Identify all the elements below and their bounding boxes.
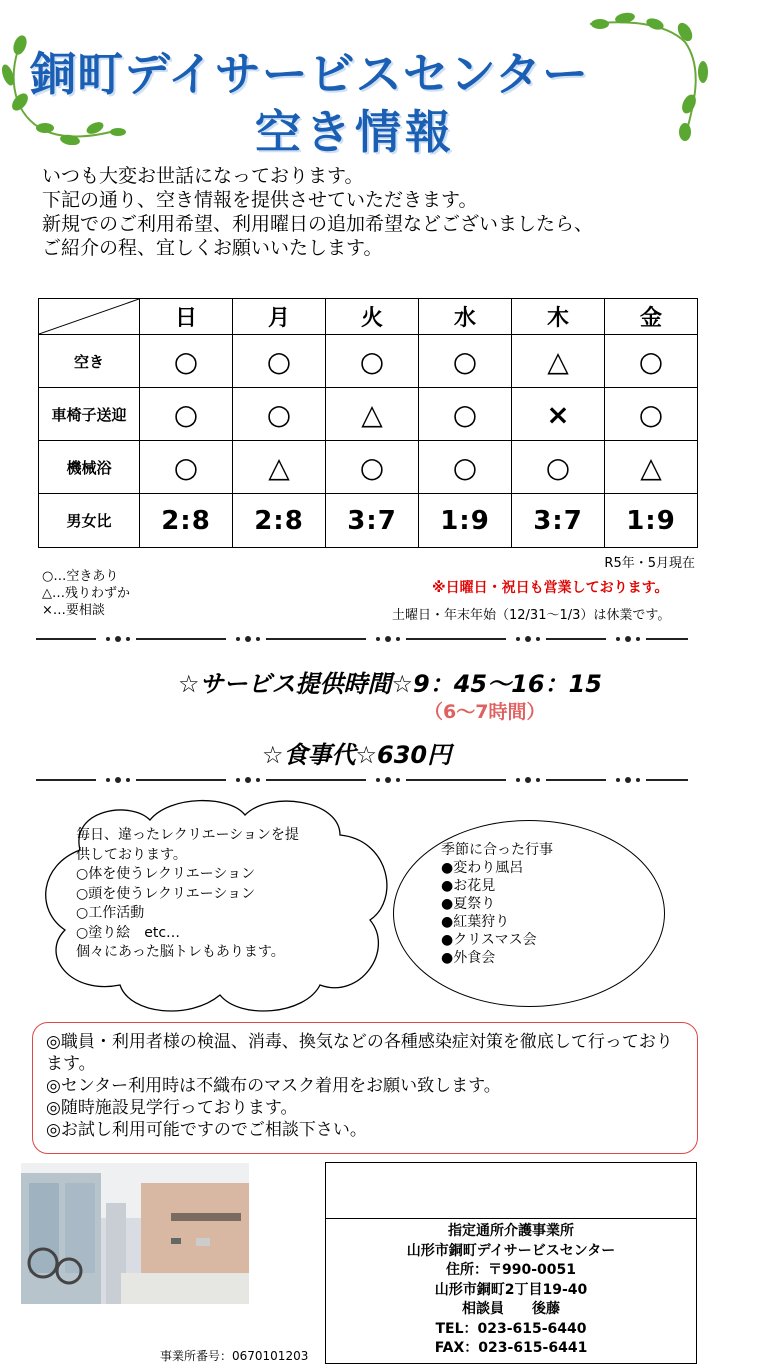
row-label: 男女比 bbox=[39, 494, 140, 548]
measure-line: ◎センター利用時は不織布のマスク着用をお願い致します。 bbox=[46, 1076, 501, 1096]
availability-cell: ○ bbox=[419, 441, 512, 494]
recreation-line: ○頭を使うレクリエーション bbox=[76, 885, 256, 902]
intro-line: 新規でのご利用希望、利用曜日の追加希望などございましたら、 bbox=[42, 213, 594, 235]
decorative-divider bbox=[36, 635, 688, 643]
contact-line: 山形市銅町デイサービスセンター bbox=[406, 1242, 616, 1259]
closed-days-notice: 土曜日・年末年始（12/31～1/3）は休業です。 bbox=[392, 608, 671, 623]
contact-line: 山形市銅町2丁目19-40 bbox=[434, 1281, 588, 1298]
intro-line: いつも大変お世話になっております。 bbox=[42, 165, 364, 187]
row-label: 車椅子送迎 bbox=[39, 388, 140, 441]
measure-line: ◎随時施設見学行っております。 bbox=[46, 1098, 298, 1118]
day-header: 日 bbox=[140, 299, 233, 335]
availability-cell: ○ bbox=[140, 441, 233, 494]
day-header: 火 bbox=[326, 299, 419, 335]
legend-item: ×…要相談 bbox=[42, 603, 105, 618]
event-item: ●夏祭り bbox=[441, 896, 496, 912]
availability-cell: ○ bbox=[326, 335, 419, 388]
event-item: ●クリスマス会 bbox=[441, 932, 537, 948]
recreation-line: ○塗り絵 etc… bbox=[76, 924, 181, 941]
as-of-date: R5年・5月現在 bbox=[604, 556, 695, 571]
corner-cell bbox=[39, 299, 140, 335]
table-row bbox=[39, 494, 698, 548]
event-item: ●お花見 bbox=[441, 878, 496, 894]
contact-line: FAX：023-615-6441 bbox=[434, 1340, 588, 1356]
availability-table bbox=[38, 298, 698, 548]
contact-box bbox=[325, 1162, 697, 1364]
contact-line: TEL：023-615-6440 bbox=[435, 1320, 587, 1337]
availability-cell: ○ bbox=[140, 335, 233, 388]
table-row bbox=[39, 441, 698, 494]
availability-cell: ○ bbox=[605, 388, 698, 441]
day-header: 金 bbox=[605, 299, 698, 335]
events-heading: 季節に合った行事 bbox=[441, 842, 553, 858]
page-subtitle: 空き情報 bbox=[255, 105, 455, 159]
gender-ratio-cell: 1:9 bbox=[605, 494, 698, 548]
availability-cell: ○ bbox=[233, 388, 326, 441]
recreation-line: 毎日、違ったレクリエーションを提 bbox=[76, 827, 299, 843]
table-row bbox=[39, 388, 698, 441]
availability-cell: ○ bbox=[419, 335, 512, 388]
availability-cell: ○ bbox=[605, 335, 698, 388]
availability-cell: △ bbox=[512, 335, 605, 388]
recreation-line: 供しております。 bbox=[76, 846, 187, 863]
seasonal-events bbox=[441, 841, 553, 967]
legend-item: ○…空きあり bbox=[42, 569, 119, 584]
row-label: 機械浴 bbox=[39, 441, 140, 494]
service-hours: ☆サービス提供時間☆9：45～16：15 bbox=[178, 670, 602, 698]
measure-line: ◎職員・利用者様の検温、消毒、換気などの各種感染症対策を徹底して行っております。 bbox=[46, 1032, 673, 1074]
service-duration: （6～7時間） bbox=[424, 701, 546, 723]
gender-ratio-cell: 1:9 bbox=[419, 494, 512, 548]
gender-ratio-cell: 2:8 bbox=[140, 494, 233, 548]
availability-cell: △ bbox=[326, 388, 419, 441]
availability-cell: ○ bbox=[326, 441, 419, 494]
legend-item: △…残りわずか bbox=[42, 586, 130, 601]
intro-message bbox=[42, 164, 593, 260]
vine-right-decoration bbox=[585, 12, 715, 142]
event-item: ●変わり風呂 bbox=[441, 860, 524, 876]
day-header: 水 bbox=[419, 299, 512, 335]
measure-line: ◎お試し利用可能ですのでご相談下さい。 bbox=[46, 1120, 367, 1140]
legend bbox=[42, 568, 130, 619]
row-label: 空き bbox=[39, 335, 140, 388]
gender-ratio-cell: 3:7 bbox=[326, 494, 419, 548]
table-row bbox=[39, 335, 698, 388]
office-number: 事業所番号：0670101203 bbox=[160, 1349, 309, 1363]
meal-fee: ☆食事代☆630円 bbox=[262, 741, 452, 769]
availability-cell: ○ bbox=[140, 388, 233, 441]
availability-cell: ○ bbox=[233, 335, 326, 388]
availability-cell: × bbox=[512, 388, 605, 441]
availability-cell: △ bbox=[233, 441, 326, 494]
day-header: 木 bbox=[512, 299, 605, 335]
contact-box-header bbox=[326, 1163, 696, 1219]
recreation-line: ○体を使うレクリエーション bbox=[76, 866, 256, 882]
contact-line: 指定通所介護事業所 bbox=[448, 1223, 574, 1239]
recreation-line: 個々にあった脳トレもあります。 bbox=[76, 944, 285, 960]
availability-cell: ○ bbox=[419, 388, 512, 441]
intro-line: 下記の通り、空き情報を提供させていただきます。 bbox=[42, 189, 478, 211]
contact-info bbox=[326, 1219, 696, 1359]
intro-line: ご紹介の程、宜しくお願いいたします。 bbox=[42, 237, 383, 259]
recreation-line: ○工作活動 bbox=[76, 905, 145, 921]
day-header: 月 bbox=[233, 299, 326, 335]
contact-line: 相談員 後藤 bbox=[462, 1301, 560, 1317]
open-holidays-notice: ※日曜日・祝日も営業しております。 bbox=[432, 580, 669, 596]
page-title: 銅町デイサービスセンター bbox=[30, 47, 589, 101]
availability-cell: △ bbox=[605, 441, 698, 494]
gender-ratio-cell: 3:7 bbox=[512, 494, 605, 548]
event-item: ●紅葉狩り bbox=[441, 914, 510, 930]
facility-photo bbox=[21, 1163, 249, 1304]
infection-measures-text bbox=[46, 1031, 686, 1141]
event-item: ●外食会 bbox=[441, 950, 496, 966]
gender-ratio-cell: 2:8 bbox=[233, 494, 326, 548]
decorative-divider bbox=[36, 776, 688, 784]
availability-cell: ○ bbox=[512, 441, 605, 494]
contact-line: 住所：〒990-0051 bbox=[446, 1262, 576, 1278]
recreation-description bbox=[76, 826, 299, 963]
